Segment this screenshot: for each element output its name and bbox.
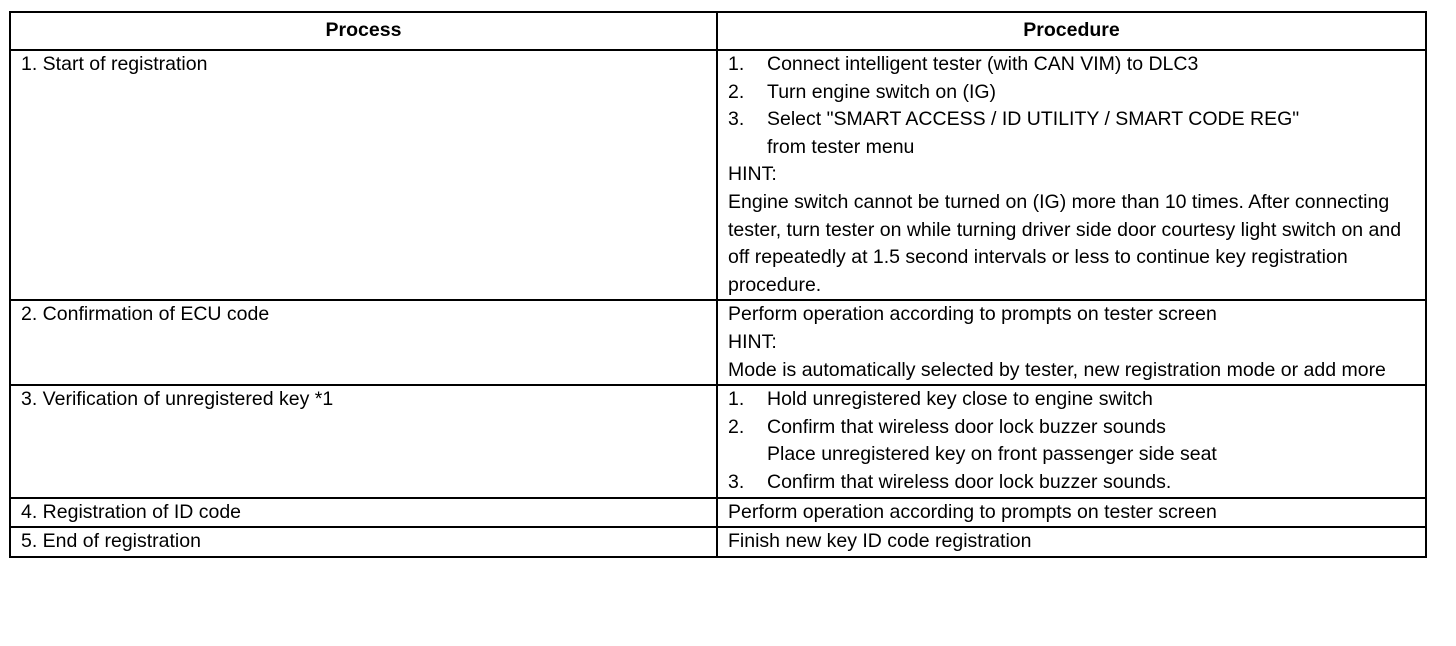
procedure-step — [728, 414, 1415, 442]
process-cell: 4. Registration of ID code — [10, 498, 717, 528]
step-continuation: Place unregistered key on front passenger side seat — [767, 443, 1217, 466]
procedure-step — [728, 79, 1415, 107]
procedure-column-header: Procedure — [717, 12, 1426, 50]
procedure-step — [728, 469, 1415, 497]
table-row — [10, 385, 1426, 497]
hint-label: HINT: — [728, 330, 777, 353]
step-text: Connect intelligent tester (with CAN VIM) to DLC3 — [767, 53, 1199, 75]
step-number: 3. — [728, 470, 745, 493]
procedure-cell — [717, 300, 1426, 385]
hint-text: Mode is automatically selected by tester, new registration mode or add more — [728, 358, 1386, 381]
process-cell: 3. Verification of unregistered key *1 — [10, 385, 717, 497]
step-number: 2. — [728, 415, 745, 438]
step-continuation: from tester menu — [767, 135, 915, 158]
header-row — [10, 12, 1426, 50]
procedure-text: Perform operation according to prompts on tester screen — [728, 500, 1217, 523]
table-row — [10, 527, 1426, 557]
procedure-step — [728, 51, 1415, 79]
step-text: Confirm that wireless door lock buzzer sounds. — [767, 470, 1172, 493]
procedure-cell — [717, 50, 1426, 300]
procedure-text: Perform operation according to prompts on tester screen — [728, 303, 1217, 326]
table-row — [10, 498, 1426, 528]
hint-text: Engine switch cannot be turned on (IG) more than 10 times. After connecting tester, turn tester on while turning driver side door courtesy light switch on and off repeatedly at 1.5 second intervals or less to continue key registration procedure. — [728, 190, 1402, 296]
procedure-text: Finish new key ID code registration — [728, 530, 1032, 553]
step-number: 1. — [728, 53, 745, 75]
table-row — [10, 50, 1426, 300]
process-cell: 5. End of registration — [10, 527, 717, 557]
process-column-header: Process — [10, 12, 717, 50]
procedure-step — [728, 106, 1415, 134]
hint-label: HINT: — [728, 163, 777, 186]
procedure-cell — [717, 498, 1426, 528]
procedure-cell — [717, 385, 1426, 497]
registration-procedure-table — [9, 11, 1427, 558]
procedure-cell — [717, 527, 1426, 557]
step-text: Turn engine switch on (IG) — [767, 80, 997, 103]
table-row — [10, 300, 1426, 385]
step-text: Confirm that wireless door lock buzzer sounds — [767, 415, 1166, 438]
step-number: 2. — [728, 80, 745, 103]
process-cell: 1. Start of registration — [10, 50, 717, 300]
step-number: 1. — [728, 388, 745, 411]
step-number: 3. — [728, 108, 745, 131]
step-text: Select "SMART ACCESS / ID UTILITY / SMART CODE REG" — [767, 108, 1300, 131]
step-text: Hold unregistered key close to engine switch — [767, 388, 1153, 411]
procedure-step — [728, 386, 1415, 414]
process-cell: 2. Confirmation of ECU code — [10, 300, 717, 385]
